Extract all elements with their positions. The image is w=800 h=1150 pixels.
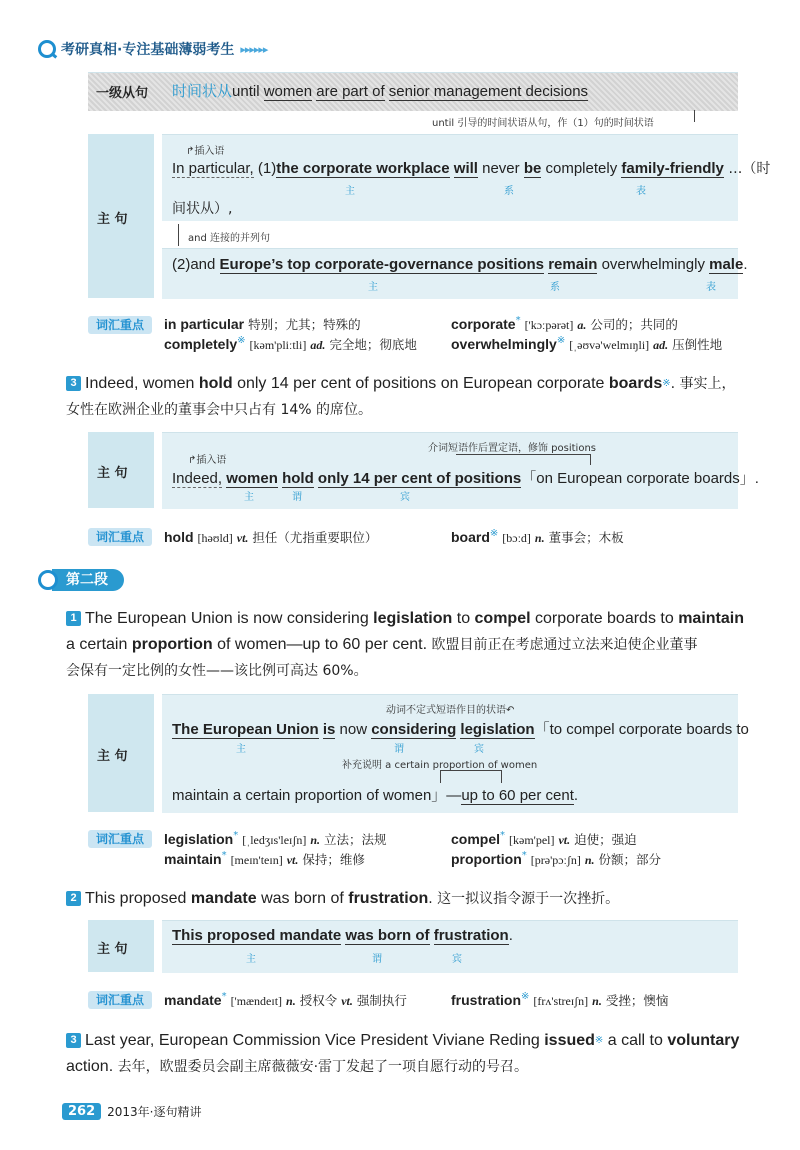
- vocab-phonetic: [kəm'pel]: [509, 833, 555, 847]
- role-verb: 谓: [292, 492, 302, 503]
- translation: . 事实上，: [670, 376, 736, 392]
- word: (2)and: [172, 256, 220, 273]
- text: corporate boards to: [530, 610, 679, 627]
- word-male: male: [709, 256, 744, 273]
- vocab-phonetic: [həʊld]: [197, 531, 233, 545]
- main-label: 主 句: [97, 466, 128, 481]
- vocab-item: [451, 830, 637, 848]
- star-icon: *: [521, 850, 527, 861]
- vocab-def: 特别；尤其；特殊的: [248, 317, 361, 332]
- supp-bracket: [440, 770, 502, 783]
- translation: . 这一拟议指令源于一次挫折。: [428, 891, 620, 907]
- text: of women—up to 60 per cent.: [212, 636, 432, 653]
- vocab-badge: 词汇重点: [88, 830, 152, 848]
- role-object: 宾: [400, 492, 410, 503]
- keyword: compel: [474, 610, 531, 627]
- star-icon: ※: [662, 378, 671, 389]
- insert-note: ↱插入语: [188, 455, 227, 466]
- translation: 会保有一定比例的女性——该比例可高达 60%。: [66, 663, 368, 679]
- prep-note: 介词短语作后置定语，修饰 positions: [428, 443, 596, 454]
- vocab-word: mandate: [164, 992, 222, 1008]
- word-object: senior management decisions: [388, 83, 589, 100]
- vocab-phonetic: [bɔːd]: [502, 531, 531, 545]
- translation: 女性在欧洲企业的董事会中只占有 14% 的席位。: [66, 402, 373, 418]
- sentence-number: 3: [66, 376, 81, 391]
- star-icon: ※: [489, 528, 499, 539]
- vocab-phonetic: [ˌəʊvə'welmɪŋli]: [569, 338, 650, 352]
- vocab-pos: n.: [584, 853, 595, 867]
- main-sentence-1: [172, 718, 749, 739]
- text: to: [452, 610, 475, 627]
- star-icon: ※: [521, 991, 530, 1002]
- keyword: hold: [198, 375, 233, 392]
- role-subject: 主: [236, 744, 246, 755]
- role-verb: 谓: [372, 954, 382, 965]
- subclause-label: 一级从句: [96, 86, 149, 101]
- vocab-word: corporate: [451, 316, 516, 332]
- word-verb: considering: [371, 721, 457, 738]
- vocab-word: overwhelmingly: [451, 336, 557, 352]
- word: until: [232, 83, 264, 100]
- vocab-def: 公司的；共同的: [590, 317, 678, 332]
- vocab-badge: 词汇重点: [88, 991, 152, 1009]
- vocab-word: proportion: [451, 851, 522, 867]
- word-object: frustration: [433, 927, 509, 944]
- star-icon: ※: [237, 335, 246, 346]
- star-icon: ※: [556, 335, 566, 346]
- word: now: [335, 721, 372, 738]
- main-label: 主 句: [97, 749, 128, 764]
- and-bracket: [178, 224, 179, 246]
- paragraph-3: [66, 371, 746, 423]
- vocab-def: 董事会；木板: [548, 530, 624, 545]
- word-be: be: [523, 160, 542, 177]
- page-number: 262: [62, 1103, 101, 1120]
- word-is: is: [322, 721, 336, 738]
- vocab-phonetic: ['kɔːpərət]: [524, 318, 574, 332]
- word: …（时: [723, 161, 771, 177]
- and-note: and 连接的并列句: [188, 233, 270, 244]
- phrase-predicative: family-friendly: [621, 160, 724, 177]
- word-subject: women: [226, 470, 278, 487]
- phrase-purpose: 「to compel corporate boards to: [534, 721, 749, 738]
- text: action.: [66, 1058, 118, 1075]
- page-header: [38, 38, 267, 60]
- sentence-number: 3: [66, 1033, 81, 1048]
- vocab-pos: n.: [592, 994, 602, 1008]
- main-sentence-1-cont: 间状从）,: [172, 201, 233, 217]
- insert-note-text: 插入语: [194, 146, 225, 157]
- keyword: proportion: [131, 636, 213, 653]
- star-icon: *: [221, 850, 227, 861]
- role-predicative: 表: [636, 186, 646, 197]
- main-sentence-2: [172, 784, 578, 805]
- main-sentence: [172, 467, 759, 488]
- word-remain: remain: [548, 256, 598, 273]
- keyword: frustration: [348, 890, 429, 907]
- vocab-item: [451, 991, 668, 1009]
- phrase-verb: was born of: [345, 927, 430, 944]
- translation: 欧盟目前正在考虑通过立法来迫使企业董事: [431, 637, 698, 653]
- vocab-def: 份额；部分: [598, 852, 662, 867]
- prep-bracket: [456, 454, 591, 465]
- phrase-purpose: maintain a certain proportion of women」—: [172, 787, 462, 804]
- word: .: [743, 256, 748, 273]
- word: overwhelmingly: [597, 256, 710, 273]
- vocab-item: [451, 335, 722, 353]
- text: Last year, European Commission Vice President Viviane Reding: [85, 1032, 545, 1049]
- word-object: legislation: [460, 721, 535, 738]
- phrase-subject: Europe’s top corporate-governance positions: [219, 256, 545, 273]
- subclause-note: until 引导的时间状语从句，作（1）句的时间状语: [432, 118, 654, 129]
- vocab-item: [164, 335, 417, 353]
- keyword: mandate: [190, 890, 257, 907]
- star-icon: *: [515, 315, 521, 326]
- phrase-insert: In particular,: [172, 160, 254, 177]
- vocab-def: 授权令: [299, 993, 338, 1008]
- vocab-def: 立法；法规: [324, 832, 387, 847]
- text: This proposed: [85, 890, 191, 907]
- vocab-phonetic: ['mændeɪt]: [230, 994, 283, 1008]
- phrase-object: only 14 per cent of positions: [317, 470, 522, 487]
- phrase-subject: The European Union: [172, 721, 319, 738]
- vocab-word: legislation: [164, 831, 234, 847]
- section-title: 第二段: [52, 569, 124, 591]
- vocab-item: [164, 528, 377, 546]
- supp-note: 补充说明 a certain proportion of women: [342, 760, 538, 771]
- role-subject: 主: [368, 282, 378, 293]
- vocab-pos: vt.: [236, 531, 249, 545]
- section-heading: [38, 568, 124, 592]
- keyword: boards: [608, 375, 663, 392]
- star-icon: *: [233, 830, 239, 841]
- vocab-badge: 词汇重点: [88, 528, 152, 546]
- role-subject: 主: [345, 186, 355, 197]
- word-verb: hold: [282, 470, 314, 487]
- paragraph-2-3: [66, 1028, 746, 1080]
- vocab-pos: n.: [310, 833, 321, 847]
- vocab-phonetic: [frʌ'streɪʃn]: [533, 994, 589, 1008]
- vocab-pos: n.: [534, 531, 545, 545]
- vocab-pos: ad.: [310, 338, 326, 352]
- footer-title: 2013年·逐句精讲: [107, 1105, 202, 1119]
- word: never: [477, 160, 524, 177]
- role-link: 系: [550, 282, 560, 293]
- vocab-phonetic: [prə'pɔːʃn]: [530, 853, 581, 867]
- keyword: voluntary: [667, 1032, 740, 1049]
- translation: 去年，欧盟委员会副主席薇薇安·雷丁发起了一项自愿行动的号召。: [117, 1059, 529, 1075]
- word: (1): [253, 160, 277, 177]
- vocab-pos: a.: [577, 318, 587, 332]
- subclause-prefix: 时间状从: [172, 83, 233, 100]
- word: .: [508, 927, 513, 944]
- paragraph-2-1: [66, 606, 746, 684]
- insert-note: ↱插入语: [186, 146, 225, 157]
- main-sentence: [172, 927, 513, 944]
- vocab-def: 强制执行: [356, 993, 407, 1008]
- main-label: 主 句: [97, 212, 128, 227]
- text: Indeed, women: [85, 375, 199, 392]
- vocab-word: hold: [164, 529, 194, 545]
- vocab-pos: vt.: [341, 994, 353, 1008]
- role-predicative: 表: [706, 282, 716, 293]
- word: completely: [541, 160, 622, 177]
- header-arrows-icon: ▸▸▸▸▸▸: [240, 42, 268, 56]
- text: only 14 per cent of positions on European corporate: [232, 375, 609, 392]
- main-sentence-1: [172, 158, 770, 178]
- vocab-item: [451, 315, 678, 333]
- vocab-phonetic: [meɪn'teɪn]: [230, 853, 283, 867]
- phrase-insert: Indeed,: [172, 470, 223, 487]
- subclause-sentence: [172, 80, 588, 101]
- up-arrow-icon: [694, 110, 695, 122]
- vocab-item: [164, 991, 407, 1009]
- word-will: will: [453, 160, 478, 177]
- word: .: [573, 787, 579, 804]
- vocab-word: in particular: [164, 316, 245, 332]
- role-object: 宾: [452, 954, 462, 965]
- vocab-item: [164, 850, 365, 868]
- star-icon: *: [500, 830, 506, 841]
- phrase-supplement: up to 60 per cent: [461, 787, 574, 804]
- vocab-word: completely: [164, 336, 238, 352]
- vocab-def: 完全地；彻底地: [329, 337, 417, 352]
- keyword: issued: [544, 1032, 595, 1049]
- vocab-word: board: [451, 529, 490, 545]
- main-sentence-2: [172, 256, 748, 273]
- vocab-item: [451, 528, 624, 546]
- keyword: maintain: [678, 610, 744, 627]
- word-verb: are part of: [316, 83, 385, 100]
- text: was born of: [256, 890, 349, 907]
- vocab-pos: vt.: [286, 853, 299, 867]
- role-verb: 谓: [394, 744, 404, 755]
- vocab-word: frustration: [451, 992, 521, 1008]
- word-subject: women: [263, 83, 313, 100]
- page-footer: [62, 1103, 202, 1120]
- sentence-number: 2: [66, 891, 81, 906]
- vocab-phonetic: [kəm'pliːtli]: [249, 338, 307, 352]
- role-subject: 主: [246, 954, 256, 965]
- vocab-phonetic: [ˌledʒɪs'leɪʃn]: [242, 833, 307, 847]
- vocab-badge: 词汇重点: [88, 316, 152, 334]
- phrase-subject: This proposed mandate: [172, 927, 342, 944]
- search-logo-icon: [38, 570, 58, 590]
- vocab-pos: ad.: [653, 338, 669, 352]
- vocab-word: compel: [451, 831, 501, 847]
- phrase-attributive: 「on European corporate boards」.: [521, 470, 759, 487]
- vocab-pos: vt.: [558, 833, 571, 847]
- text: a certain: [66, 636, 132, 653]
- vocab-word: maintain: [164, 851, 222, 867]
- search-logo-icon: [38, 40, 56, 58]
- role-link: 系: [504, 186, 514, 197]
- text: The European Union is now considering: [85, 610, 374, 627]
- inf-note: 动词不定式短语作目的状语↶: [386, 705, 515, 716]
- insert-note-text: 插入语: [196, 455, 227, 466]
- vocab-item: [164, 315, 361, 333]
- vocab-def: 迫使；强迫: [574, 832, 637, 847]
- role-object: 宾: [474, 744, 484, 755]
- star-icon: *: [221, 991, 227, 1002]
- role-subject: 主: [244, 492, 254, 503]
- vocab-item: [164, 830, 387, 848]
- vocab-item: [451, 850, 661, 868]
- vocab-pos: n.: [286, 994, 296, 1008]
- phrase-subject: the corporate workplace: [276, 160, 450, 177]
- vocab-def: 担任（尤指重要职位）: [252, 530, 378, 545]
- vocab-def: 受挫；懊恼: [605, 993, 669, 1008]
- paragraph-2-2: [66, 886, 746, 912]
- inf-note-text: 动词不定式短语作目的状语: [386, 705, 506, 716]
- keyword: legislation: [373, 610, 453, 627]
- text: a call to: [603, 1032, 668, 1049]
- header-title: 考研真相·专注基础薄弱考生: [61, 42, 235, 58]
- main-label: 主 句: [97, 942, 128, 957]
- sentence-number: 1: [66, 611, 81, 626]
- vocab-def: 压倒性地: [672, 337, 723, 352]
- vocab-def: 保持；维修: [302, 852, 365, 867]
- star-icon: ※: [594, 1035, 604, 1046]
